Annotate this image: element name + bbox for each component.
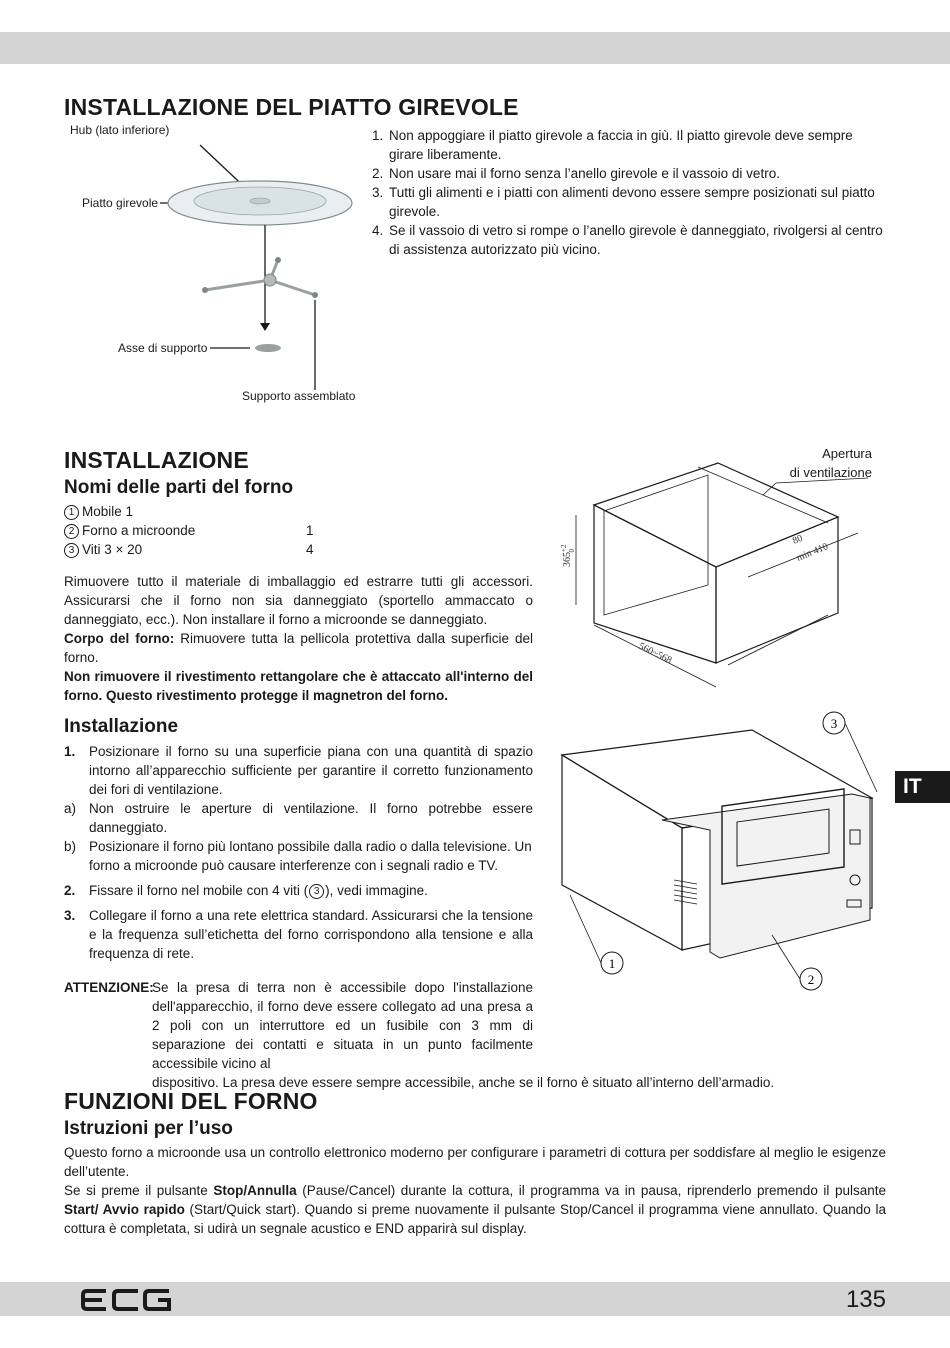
step-item: a) Non ostruire le aperture di ventilazione. Il forno potrebbe essere danneggiato. [64,801,533,835]
attention-text: Se la presa di terra non è accessibile dopo l'installazione dell'apparecchio, il forno deve essere collegato ad una presa a 2 poli con un interruttore ed un fusibile con 3 mm di separazione dei contatti e situata in un punto facilmente accessibile vicino al [152,980,533,1071]
list-item: 2. Non usare mai il forno senza l’anello girevole e il vassoio di vetro. [372,166,780,181]
section-title-funzioni: FUNZIONI DEL FORNO [64,1088,318,1114]
language-tab: IT [895,771,950,803]
svg-text:3: 3 [830,716,838,731]
ecg-logo [80,1288,172,1312]
install-intro [64,572,533,705]
dim-min410: min 410 [795,541,830,564]
cabinet-dimension-diagram [548,455,888,695]
svg-text:365+20: $365^{+2}0$ [560,544,576,567]
warning-paragraph: Non rimuovere il rivestimento rettangolare che è attaccato all'interno del forno. Questo rivestimento protegge il magnetron del forno. [64,669,533,703]
subtitle-istruzioni: Istruzioni per l’uso [64,1118,233,1139]
attention-label: ATTENZIONE: [64,980,154,995]
part-row: 1 Mobile 1 [64,502,324,521]
label-piatto: Piatto girevole [82,196,159,210]
step-item: 2. Fissare il forno nel mobile con 4 viti ( 3 ), vedi immagine. [64,883,428,898]
svg-text:2: 2 [807,972,815,987]
install-steps [64,742,533,963]
label-supporto: Supporto assemblato [242,389,356,403]
dim-width: 560~568 [636,640,674,667]
step-item: 1. Posizionare il forno su una superficie piana con una quantità di spazio intorno all’apparecchio sufficiente per garantire il corretto funzionamento dei fori di ventilazione. [64,744,533,797]
attention-text-2: dispositivo. La presa deve essere sempre accessibile, anche se il forno è situato all’interno dell’armadio. [152,1075,775,1090]
part-row: 2 Forno a microonde 1 [64,521,324,540]
roller-ring [202,257,318,298]
subtitle-parts: Nomi delle parti del forno [64,477,294,498]
label-hub: Hub (lato inferiore) [70,123,170,137]
parts-list [64,502,324,559]
turntable-list [372,126,887,259]
corpo-paragraph: Corpo del forno: Rimuovere tutta la pellicola protettiva dalla superficie del forno. [64,631,533,665]
usage-text [64,1143,886,1238]
label-apertura: Apertura di ventilazione [789,446,872,480]
header-bar [0,32,950,64]
attention-block [64,978,784,1092]
turntable-diagram [150,135,370,405]
list-item: 1. Non appoggiare il piatto girevole a faccia in giù. Il piatto girevole deve sempre girare liberamente. [372,128,853,162]
oven-installation-diagram [552,710,892,995]
label-asse: Asse di supporto [118,341,208,355]
svg-text:1: 1 [608,956,616,971]
list-item: 4. Se il vassoio di vetro si rompe o l’anello girevole è danneggiato, rivolgersi al centro di assistenza autorizzato più vicino. [372,223,883,257]
step-item: 3. Collegare il forno a una rete elettrica standard. Assicurarsi che la tensione e la frequenza sull’etichetta del forno corrispondono alla tensione e alla frequenza di rete. [64,908,533,961]
page-number: 135 [845,1286,886,1313]
section-title-installazione: INSTALLAZIONE [64,447,249,473]
step-item: b) Posizionare il forno più lontano possibile dalla radio o dalla televisione. Un forno a microonde può causare interferenze con i segnali radio e TV. [64,839,532,873]
usage-paragraph-2: Se si preme il pulsante Stop/Annulla (Pause/Cancel) durante la cottura, il programma va in pausa, riprenderlo premendo il pulsante Start/ Avvio rapido (Start/Quick start). Quando si preme nuovamente il pulsante Stop/Cancel il programma viene annullato. Quando la cottura è completata, si udirà un segnale acustico e END apparirà sul display. [64,1183,886,1236]
dim-80: 80 [791,532,805,547]
intro-paragraph: Rimuovere tutto il materiale di imballaggio ed estrarre tutti gli accessori. Assicurarsi che il forno non sia danneggiato (sportello ammaccato o danneggiato, ecc.). Non installare il forno a microonde se danneggiato. [64,574,533,627]
subtitle-installazione: Installazione [64,716,179,737]
usage-paragraph-1: Questo forno a microonde usa un controllo elettronico moderno per configurare i parametri di cottura per soddisfare al meglio le esigenze dell’utente. [64,1145,886,1179]
part-row: 3 Viti 3 × 20 4 [64,540,324,559]
section-title-turntable: INSTALLAZIONE DEL PIATTO GIREVOLE [64,94,519,120]
list-item: 3. Tutti gli alimenti e i piatti con alimenti devono essere sempre posizionati sul piatto girevole. [372,185,875,219]
